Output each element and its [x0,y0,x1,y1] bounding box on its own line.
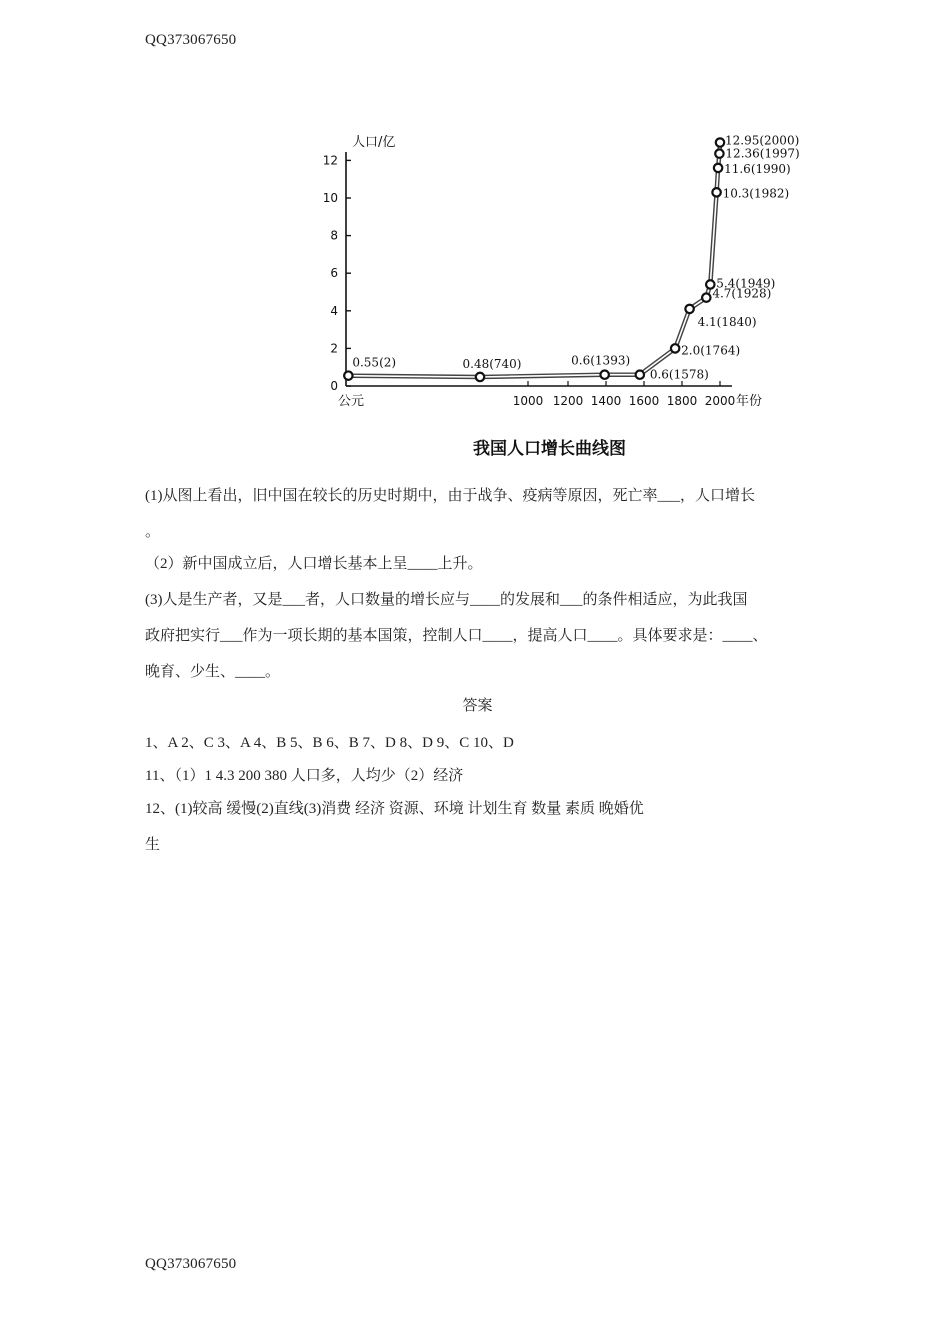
data-label: 0.48(740) [462,356,522,371]
x-axis-title: 年份 [736,394,763,409]
data-point [715,149,723,157]
question-3-line-1: (3)人是生产者，又是___者，人口数量的增长应与____的发展和___的条件相适应，为此我国 [145,592,748,608]
data-point [702,293,710,301]
data-label: 4.1(1840) [697,314,757,329]
answers-row-2: 11、（1）1 4.3 200 380 人口多，人均少（2）经济 [145,768,464,784]
data-label: 0.6(1578) [649,367,709,382]
question-3-line-3: 晚育、少生、____。 [145,664,281,680]
y-tick-label: 8 [330,228,338,243]
data-label: 0.6(1393) [571,353,631,368]
data-label: 5.4(1949) [716,276,776,291]
y-axis-title: 人口/亿 [352,135,396,150]
chart-title: 我国人口增长曲线图 [473,439,626,459]
x-tick-label: 1600 [628,394,660,408]
population-chart [300,122,820,467]
x-tick-label: 1000 [512,394,544,408]
data-point [712,188,720,196]
question-1 [145,478,810,550]
x-origin-label: 公元 [338,394,365,409]
population-curve-outline [348,143,720,378]
data-point [636,371,644,379]
question-3 [145,582,810,690]
question-3-line-2: 政府把实行___作为一项长期的基本国策，控制人口____，提高人口____。具体要求是：____、 [145,628,768,644]
y-tick-label: 2 [330,341,338,356]
data-point [685,305,693,313]
y-tick-label: 10 [322,191,338,205]
data-point [344,371,352,379]
y-tick-label: 4 [330,303,338,318]
x-tick-label: 1200 [552,394,584,408]
data-label: 0.55(2) [352,355,397,370]
question-1-line-1: (1)从图上看出，旧中国在较长的历史时期中，由于战争、疫病等原因，死亡率___，人口增长 [145,488,755,504]
y-tick-label: 0 [330,379,338,393]
data-label: 12.36(1997) [725,146,800,161]
question-2: （2）新中国成立后，人口增长基本上呈____上升。 [145,556,483,572]
answers-row-3: 12、(1)较高 缓慢(2)直线(3)消费 经济 资源、环境 计划生育 数量 素质 晚婚优 [145,801,644,817]
page-footer: QQ373067650 [145,1256,237,1272]
data-label: 2.0(1764) [681,343,741,358]
data-point [671,344,679,352]
y-tick-label: 6 [330,266,338,281]
x-tick-label: 2000 [704,394,736,408]
data-label: 4.7(1928) [712,286,772,301]
y-tick-label: 12 [322,153,338,168]
data-label: 12.95(2000) [725,133,800,148]
data-point [476,373,484,381]
answers-row-1: 1、A 2、C 3、A 4、B 5、B 6、B 7、D 8、D 9、C 10、D [145,735,514,751]
population-curve [348,143,720,378]
data-point [714,164,722,172]
x-tick-label: 1800 [666,394,698,408]
page-header: QQ373067650 [145,32,237,48]
x-tick-label: 1400 [590,394,622,408]
data-point [600,371,608,379]
population-chart-svg [300,122,820,467]
answers-row-4: 生 [145,837,161,853]
data-label: 10.3(1982) [722,186,790,201]
data-point [716,138,724,146]
data-label: 11.6(1990) [724,161,791,176]
question-1-line-2: 。 [145,524,161,540]
answers-heading: 答案 [462,698,493,714]
